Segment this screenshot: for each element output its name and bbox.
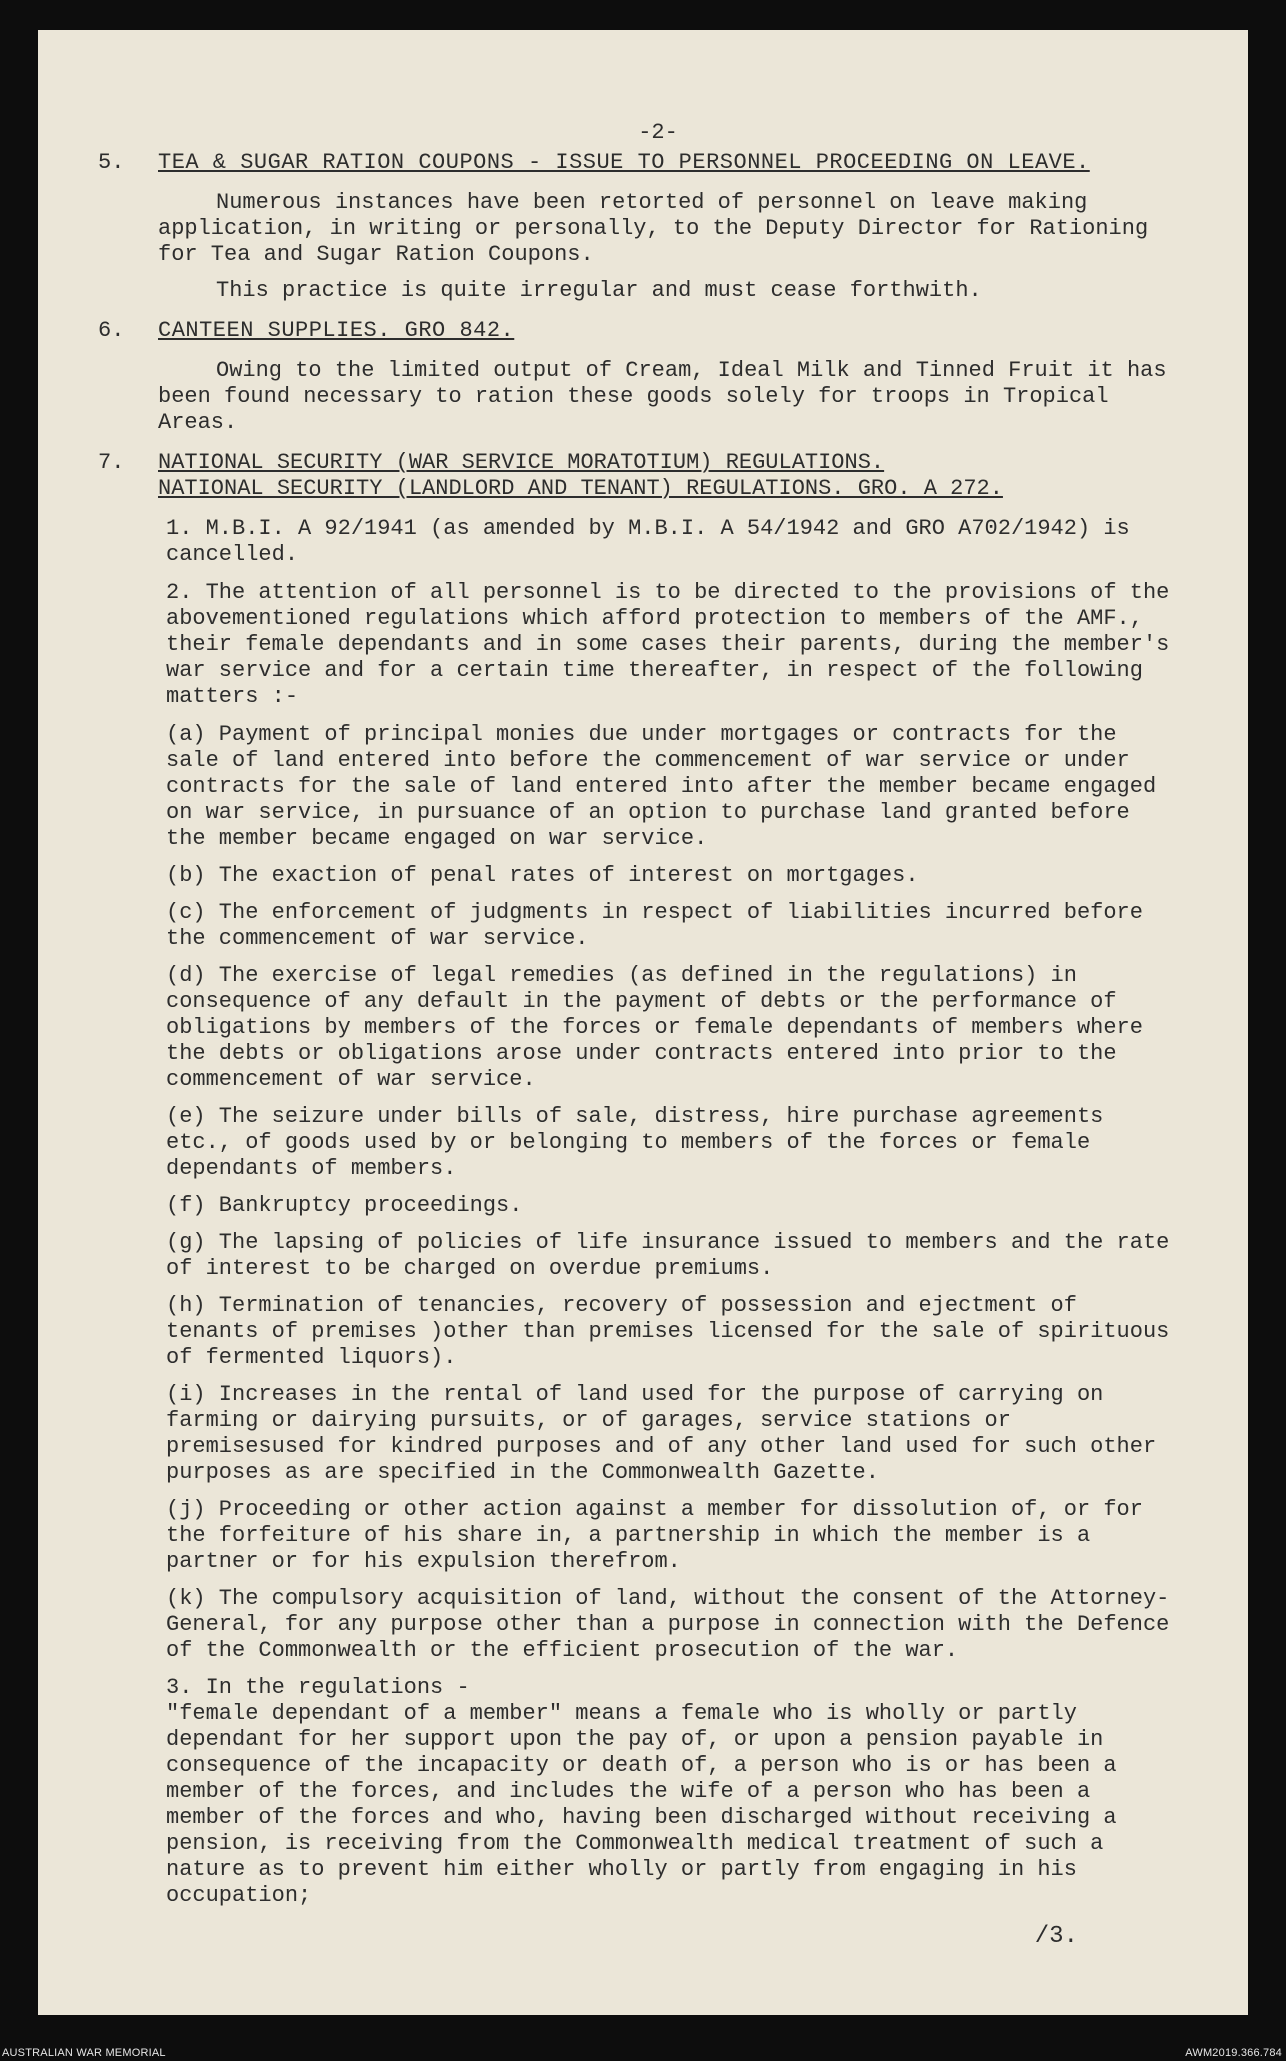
list-item: (a) Payment of principal monies due under mortgages or contracts for the sale of land entered into before the commencement of war service or under contracts for the sale of land entered into after the member became engaged on war service, in pursuance of an option to purchase land granted before the member became engaged on war service. (166, 722, 1157, 851)
paragraph-1: 1. M.B.I. A 92/1941 (as amended by M.B.I. A 54/1942 and GRO A702/1942) is cancelled. (166, 516, 1130, 567)
list-item: (d) The exercise of legal remedies (as defined in the regulations) in consequence of any default in the payment of debts or the performance of obligations by members of the forces or female dependants of members where the debts or obligations arose under contracts entered into prior to the commencement of war service. (166, 963, 1143, 1092)
list-item: (k) The compulsory acquisition of land, without the consent of the Attorney-General, for any purpose other than a purpose in connection with the Defence of the Commonwealth or the efficient prosecution of the war. (166, 1586, 1170, 1663)
section-number: 7. (98, 450, 125, 475)
section-7-heading (98, 450, 1178, 502)
list-item: (h) Termination of tenancies, recovery of possession and ejectment of tenants of premises )other than premises licensed for the sale of spirituous of fermented liquors). (166, 1293, 1170, 1370)
item-list (98, 722, 1178, 1664)
section-6 (98, 318, 1178, 436)
paragraph: Numerous instances have been retorted of personnel on leave making application, in writing or personally, to the Deputy Director for Rationing for Tea and Sugar Ration Coupons. (158, 190, 1149, 267)
definition: "female dependant of a member" means a female who is wholly or partly dependant for her support upon the pay of, or upon a pension payable in consequence of the incapacity or death of, a person who is or has been a member of the forces, and includes the wife of a person who has been a member of the forces and who, having been discharged without receiving a pension, is receiving from the Commonwealth medical treatment of such a nature as to prevent him either wholly or partly from engaging in his occupation; (166, 1701, 1117, 1908)
section-title-line-2: NATIONAL SECURITY (LANDLORD AND TENANT) REGULATIONS. GRO. A 272. (158, 476, 1003, 501)
list-item: (j) Proceeding or other action against a member for dissolution of, or for the forfeiture of his share in, a partnership in which the member is a partner or for his expulsion therefrom. (166, 1497, 1143, 1574)
list-item: (f) Bankruptcy proceedings. (166, 1193, 523, 1218)
section-7 (98, 450, 1178, 1909)
paragraph-3-intro: 3. In the regulations - (166, 1675, 470, 1700)
paragraph-2: 2. The attention of all personnel is to be directed to the provisions of the abovementioned regulations which afford protection to members of the AMF., their female dependants and in some cases their parents, during the member's war service and for a certain time thereafter, in respect of the following matters :- (166, 580, 1170, 709)
section-number: 6. (98, 318, 125, 343)
paragraph: Owing to the limited output of Cream, Ideal Milk and Tinned Fruit it has been found necessary to ration these goods solely for troops in Tropical Areas. (158, 358, 1167, 435)
archive-caption: AUSTRALIAN WAR MEMORIAL (2, 2047, 166, 2059)
page-number: -2- (638, 120, 678, 145)
section-title-line-1: NATIONAL SECURITY (WAR SERVICE MORATOTIUM) REGULATIONS. (158, 450, 885, 475)
section-5-heading (98, 150, 1178, 176)
archive-reference: AWM2019.366.784 (1185, 2047, 1282, 2059)
list-item: (b) The exaction of penal rates of interest on mortgages. (166, 863, 919, 888)
list-item: (g) The lapsing of policies of life insurance issued to members and the rate of interest to be charged on overdue premiums. (166, 1230, 1170, 1281)
continuation-mark: /3. (1034, 1923, 1078, 1950)
list-item: (i) Increases in the rental of land used for the purpose of carrying on farming or dairying pursuits, or of garages, service stations or premisesused for kindred purposes and of any other land used for such other purposes as are specified in the Commonwealth Gazette. (166, 1382, 1157, 1485)
section-6-heading (98, 318, 1178, 344)
paragraph: This practice is quite irregular and must cease forthwith. (216, 278, 982, 303)
section-number: 5. (98, 150, 125, 175)
section-title: CANTEEN SUPPLIES. GRO 842. (158, 318, 515, 343)
document-page (38, 30, 1248, 2015)
section-5 (98, 150, 1178, 304)
list-item: (c) The enforcement of judgments in respect of liabilities incurred before the commencement of war service. (166, 900, 1143, 951)
section-title: TEA & SUGAR RATION COUPONS - ISSUE TO PERSONNEL PROCEEDING ON LEAVE. (158, 150, 1090, 175)
list-item: (e) The seizure under bills of sale, distress, hire purchase agreements etc., of goods used by or belonging to members of the forces or female dependants of members. (166, 1104, 1104, 1181)
